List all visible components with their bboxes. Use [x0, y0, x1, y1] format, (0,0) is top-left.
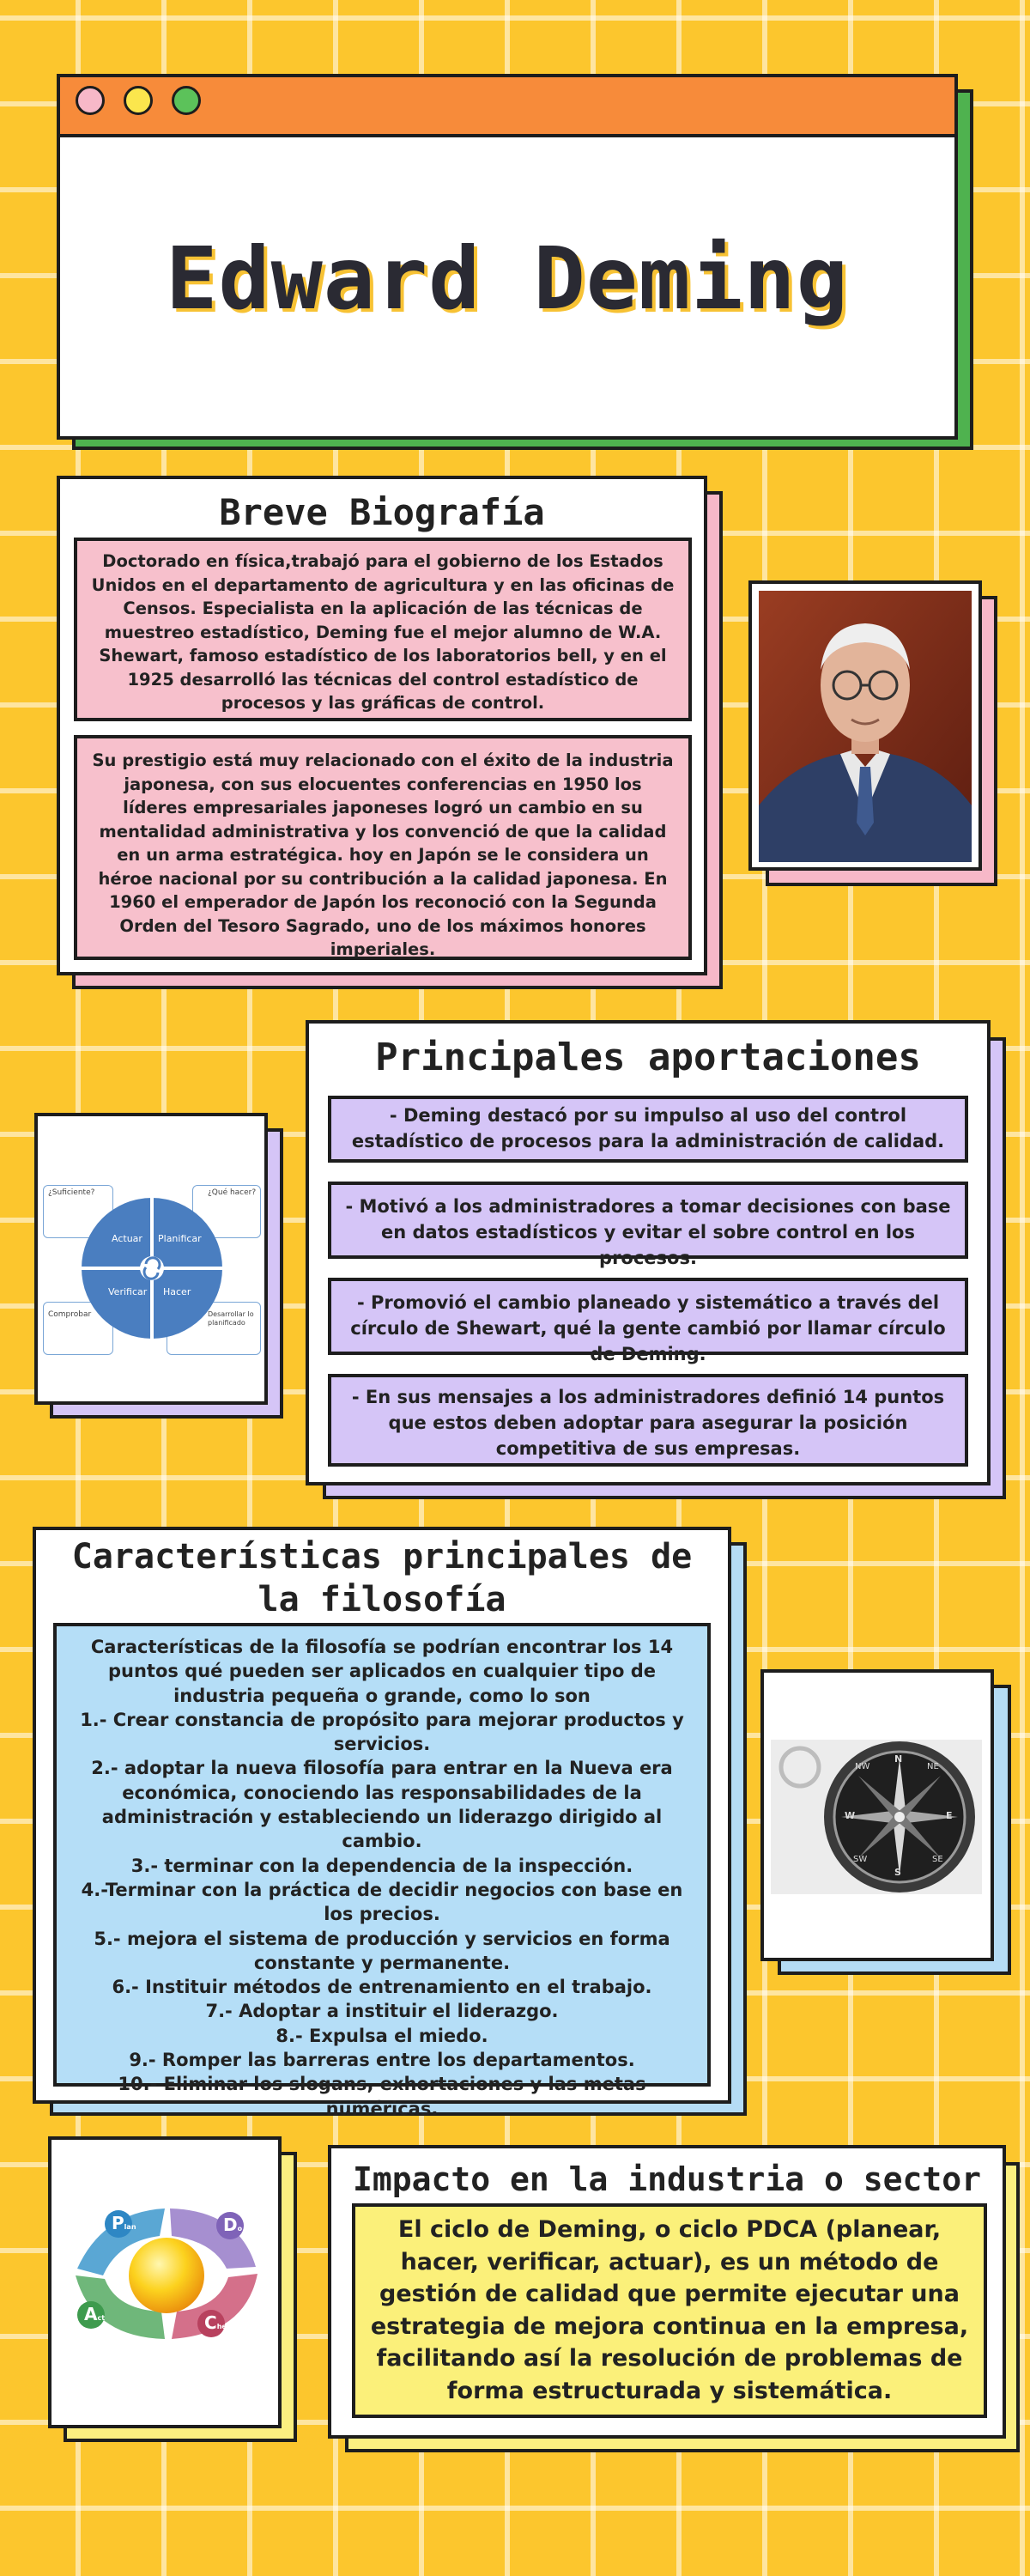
- contribution-item-1: - Deming destacó por su impulso al uso del control estadístico de procesos para la administración de calidad.: [328, 1096, 968, 1163]
- philosophy-point-6: 6.- Instituir métodos de entrenamiento en el trabajo.: [112, 1977, 652, 1998]
- philosophy-point-10: 10.- Eliminar los slogans, exhortaciones y las metas numéricas.: [118, 2074, 646, 2119]
- contribution-item-3: - Promovió el cambio planeado y sistemático a través del círculo de Shewart, qué la gente cambió por llamar círculo de Deming.: [328, 1278, 968, 1355]
- window-dot-green: [172, 86, 201, 115]
- cycle-q2: ¿Qué hacer?: [208, 1188, 257, 1197]
- pdca-d-small: o: [237, 2225, 243, 2233]
- impact-heading: Impacto en la industria o sector: [352, 2160, 982, 2198]
- philosophy-point-2: 2.- adoptar la nueva filosofía para entrar en la Nueva era económica, conociendo las responsabilidades de la administración y estableciendo un liderazgo dirigido al cambio.: [91, 1758, 673, 1852]
- pdca-c-small: heck: [216, 2323, 235, 2330]
- compass-w: W: [845, 1810, 856, 1821]
- pdca-plan: [112, 2214, 136, 2237]
- window-dot-yellow: [124, 86, 153, 115]
- cycle-left-label: Comprobar: [48, 1310, 92, 1319]
- cycle-verificar: Verificar: [108, 1286, 148, 1297]
- compass-ne: NE: [927, 1762, 939, 1771]
- biography-paragraph-2: Su prestigio está muy relacionado con el éxito de la industria japonesa, con sus elocuentes conferencias en 1950 los líderes empresariales japoneses logró un cambio en su mentalidad administrativa y los convenció de que la calidad en un arma estratégica. hoy en Japón se le considera un héroe nacional por su contribución a la calidad japonesa. En 1960 el emperador de Japón los reconoció con la Segunda Orden del Tesoro Sagrado, uno de los máximos honores imperiales.: [74, 735, 692, 960]
- pdca-d: D: [223, 2215, 238, 2235]
- page-title: Edward Deming: [166, 228, 849, 329]
- portrait-image: [759, 591, 972, 862]
- impact-text: El ciclo de Deming, o ciclo PDCA (planear, hacer, verificar, actuar), es un método de gestión de calidad que permite ejecutar una estrategia de mejora continua en la empresa, facilitando así la resolución de problemas de forma estructurada y sistemática.: [352, 2203, 987, 2418]
- pdca-image: [52, 2140, 278, 2425]
- biography-heading: Breve Biografía: [219, 491, 545, 533]
- header-window: [57, 74, 958, 440]
- philosophy-point-9: 9.- Romper las barreras entre los departamentos.: [129, 2050, 635, 2071]
- compass-e: E: [946, 1810, 953, 1821]
- cycle-right-label: Desarrollar lo planificado: [208, 1310, 254, 1327]
- cycle-actuar: Actuar: [112, 1233, 142, 1244]
- pdca-p: P: [112, 2213, 124, 2233]
- portrait-frame: [748, 580, 982, 871]
- contributions-heading: Principales aportaciones: [375, 1036, 921, 1079]
- pdca-a: A: [84, 2304, 98, 2324]
- window-dot-pink: [76, 86, 105, 115]
- pdca-c: C: [204, 2312, 217, 2333]
- pdca-do: [223, 2215, 242, 2239]
- pdca-act: [84, 2305, 105, 2328]
- compass-image: [764, 1673, 991, 1958]
- philosophy-point-3: 3.- terminar con la dependencia de la inspección.: [130, 1855, 633, 1876]
- compass-frame: [760, 1669, 994, 1961]
- compass-sw: SW: [853, 1855, 868, 1864]
- philosophy-point-1: 1.- Crear constancia de propósito para mejorar productos y servicios.: [80, 1709, 684, 1755]
- philosophy-point-5: 5.- mejora el sistema de producción y servicios en forma constante y permanente.: [94, 1928, 670, 1973]
- cycle-hacer: Hacer: [163, 1286, 191, 1297]
- philosophy-intro: Características de la filosofía se podrían encontrar los 14 puntos qué pueden ser aplicados en cualquier tipo de industria pequeña o grande, como lo son: [90, 1637, 674, 1706]
- compass-n: N: [894, 1753, 903, 1765]
- pdca-a-small: ct: [97, 2314, 106, 2322]
- philosophy-heading: Características principales de la filosofía: [71, 1537, 693, 1619]
- philosophy-point-8: 8.- Expulsa el miedo.: [276, 2025, 488, 2046]
- compass-se: SE: [932, 1855, 943, 1864]
- compass-nw: NW: [855, 1762, 870, 1771]
- contribution-item-4: - En sus mensajes a los administradores definió 14 puntos que estos deben adoptar para asegurar la posición competitiva de sus empresas.: [328, 1374, 968, 1467]
- biography-paragraph-1: Doctorado en física,trabajó para el gobierno de los Estados Unidos en el departamento de agricultura y en las oficinas de Censos. Especialista en la aplicación de las técnicas de muestreo estadístico, Deming fue el mejor alumno de W.A. Shewart, famoso estadístico de los laboratorios bell, y en el 1925 desarrolló las técnicas del control estadístico de procesos y las gráficas de control.: [74, 538, 692, 721]
- cycle-q1: ¿Suficiente?: [48, 1188, 95, 1197]
- contribution-item-2: - Motivó a los administradores a tomar decisiones con base en datos estadísticos y evitar el sobre control en los procesos.: [328, 1182, 968, 1259]
- philosophy-point-4: 4.-Terminar con la práctica de decidir negocios con base en los precios.: [81, 1879, 683, 1925]
- philosophy-point-7: 7.- Adoptar a instituir el liderazgo.: [205, 2001, 559, 2022]
- cycle-planificar: Planificar: [158, 1233, 202, 1244]
- philosophy-list: [53, 1623, 711, 2119]
- cycle-diagram: [38, 1116, 264, 1401]
- pdca-check: [204, 2313, 235, 2336]
- cycle-wheel: [79, 1195, 225, 1341]
- cycle-diagram-frame: [34, 1113, 268, 1405]
- compass-s: S: [894, 1867, 901, 1878]
- pdca-p-small: lan: [124, 2223, 136, 2231]
- pdca-frame: [48, 2136, 282, 2428]
